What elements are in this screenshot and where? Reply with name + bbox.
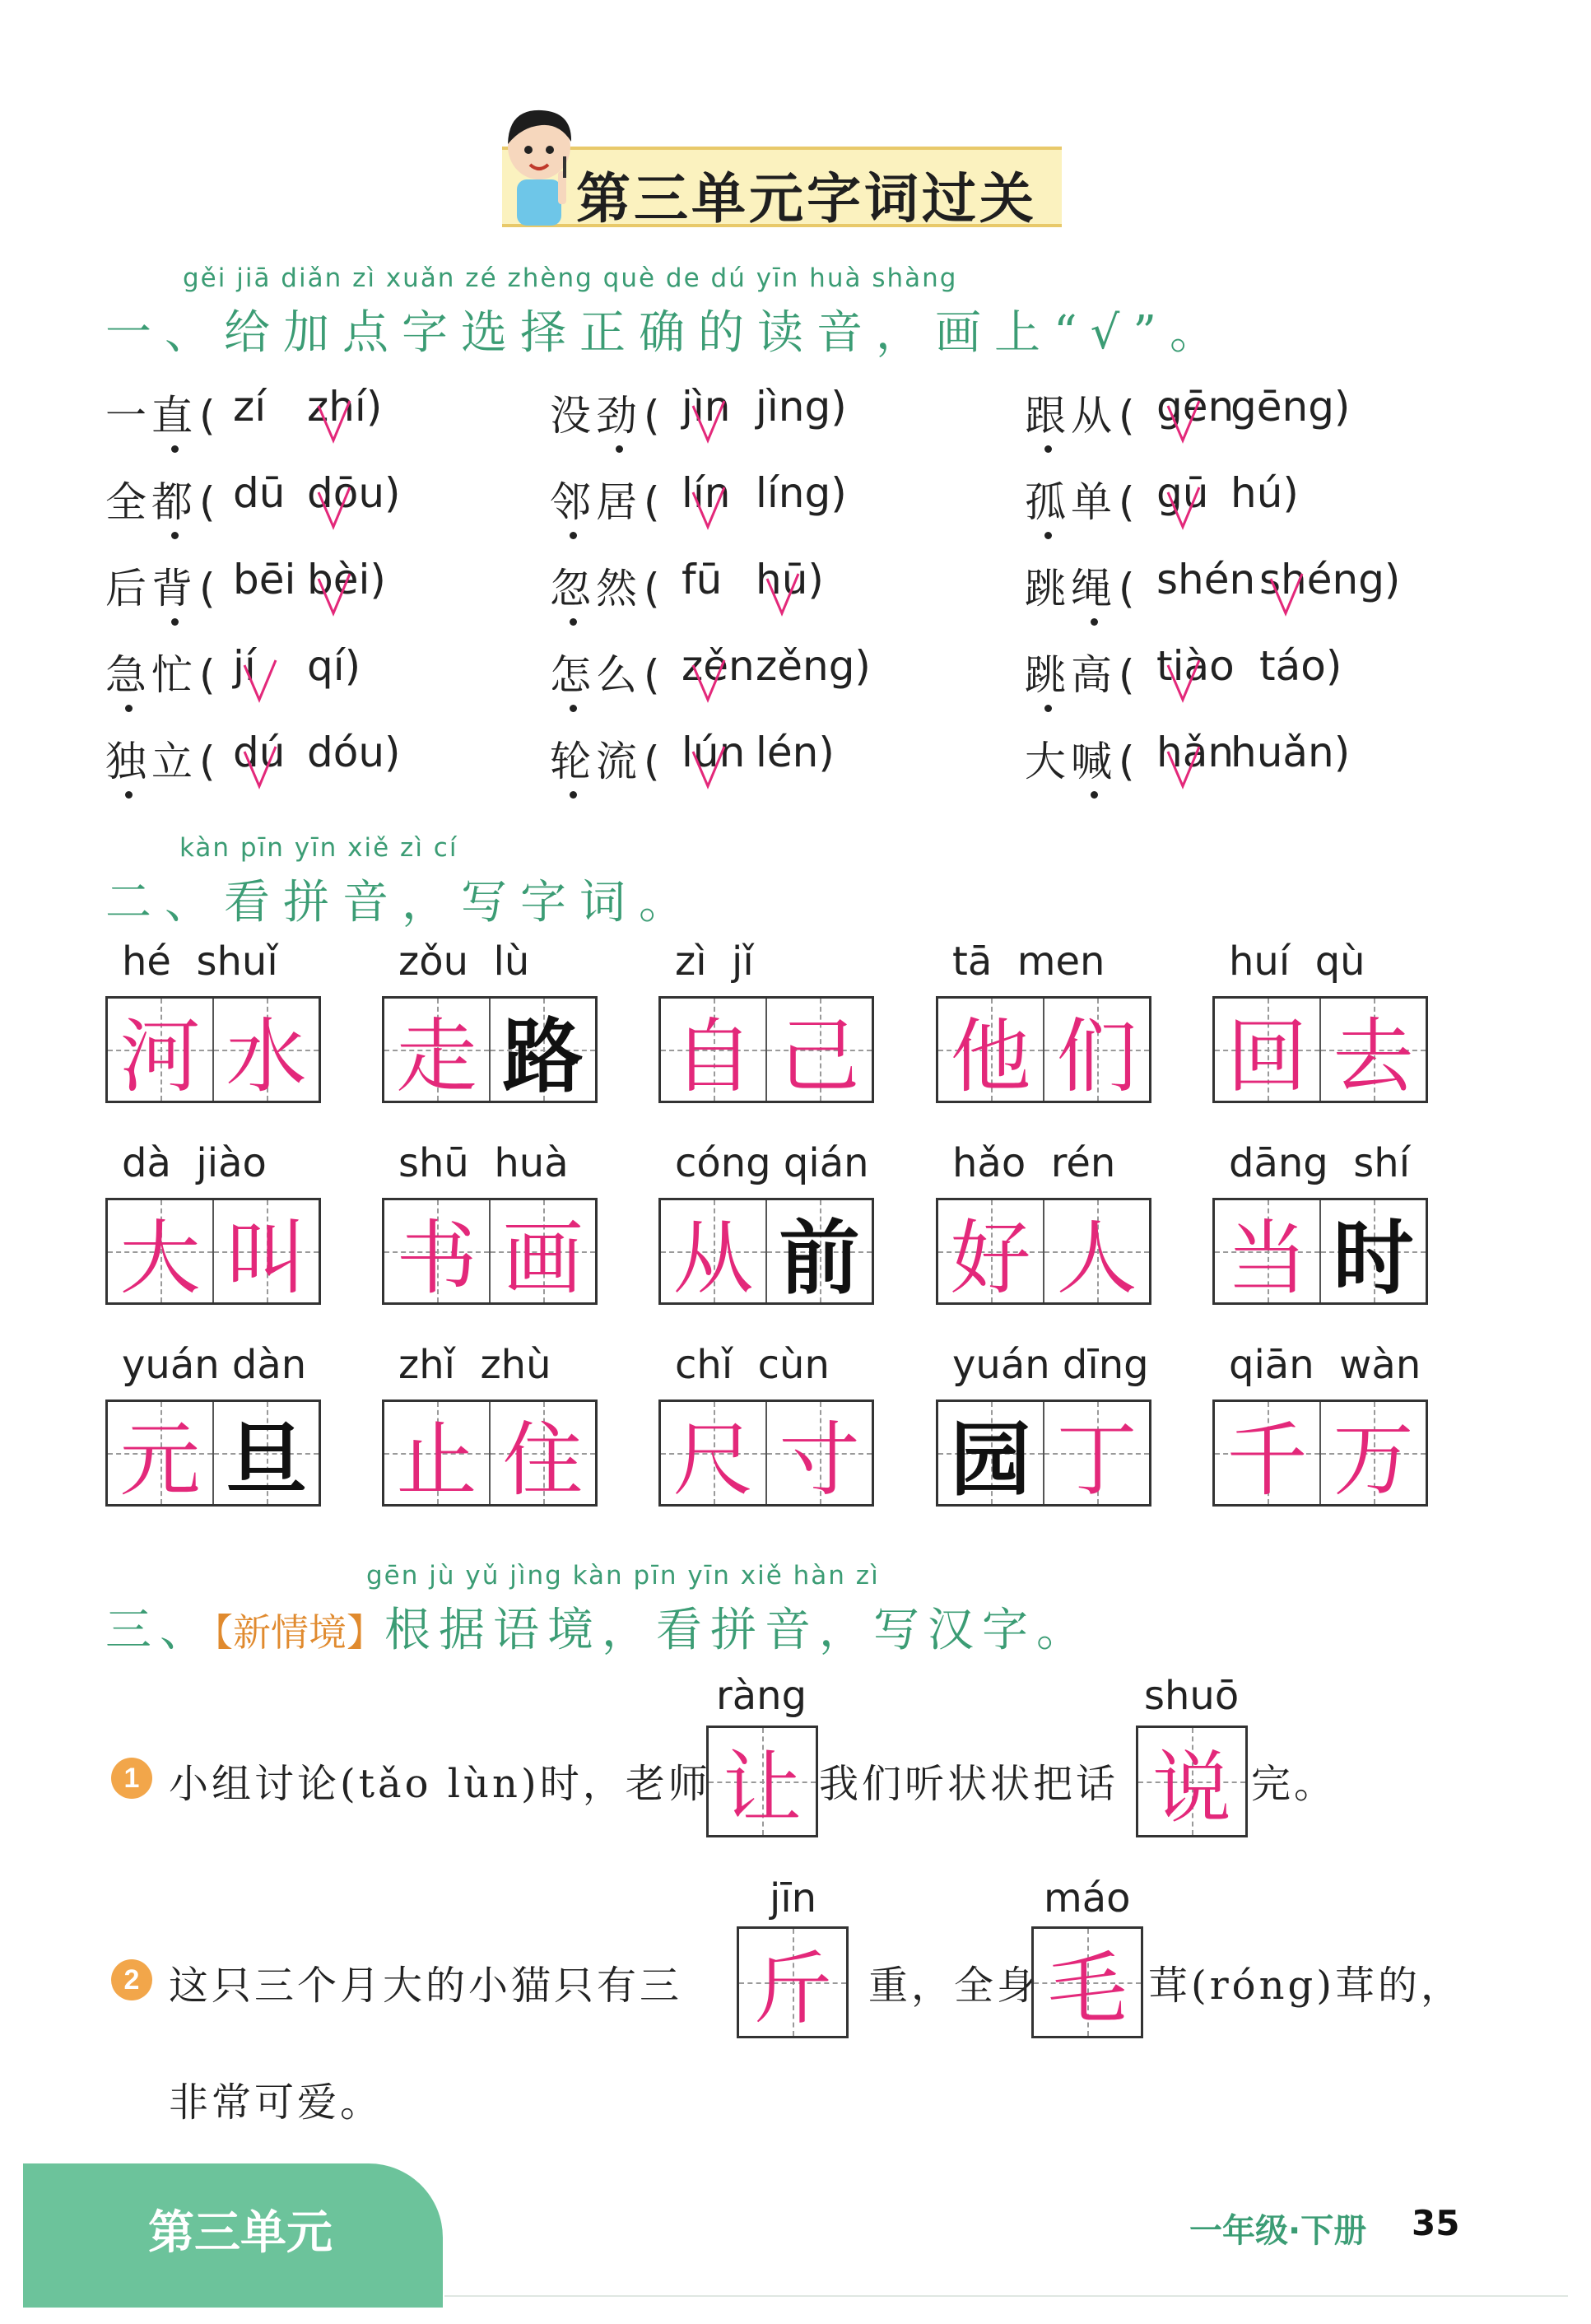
tianzige-square	[384, 1402, 489, 1507]
open-paren: (	[644, 478, 660, 526]
open-paren: (	[199, 478, 216, 526]
item-word: 急忙	[105, 651, 198, 699]
pronunciation-item	[1025, 469, 1299, 527]
option-1[interactable]: hǎn	[1156, 729, 1235, 776]
item-word: 跳高	[1025, 651, 1117, 699]
pronunciation-item	[550, 469, 847, 527]
option-2[interactable]: gēng)	[1230, 383, 1351, 431]
pronunciation-item	[105, 729, 401, 786]
pronunciation-item	[1025, 383, 1351, 440]
pronunciation-item	[1025, 556, 1401, 613]
handwritten-answer: 书	[396, 1211, 477, 1306]
pronunciation-item	[1025, 729, 1351, 786]
printed-character: 园	[950, 1412, 1031, 1507]
tianzige-square	[1215, 1200, 1319, 1306]
option-1[interactable]: bēi	[233, 556, 296, 603]
item-word: 一直	[105, 392, 198, 440]
pronunciation-item	[550, 729, 835, 786]
item-word: 全都	[105, 478, 198, 526]
question-2-box1-pinyin: jīn	[770, 1875, 817, 1921]
tianzige-square	[1215, 999, 1319, 1104]
option-2[interactable]: shéng)	[1259, 556, 1401, 603]
handwritten-answer: 人	[1056, 1211, 1137, 1306]
handwritten-answer: 水	[226, 1009, 307, 1104]
printed-character: 路	[502, 1008, 584, 1104]
question-2-box2-char: 毛	[1048, 1942, 1127, 2035]
item-word: 轮流	[550, 738, 642, 785]
option-1[interactable]: gū	[1156, 469, 1209, 517]
handwritten-answer: 从	[672, 1211, 754, 1306]
tianzige-square	[1043, 999, 1149, 1104]
tianzige-square	[212, 1200, 319, 1306]
tianzige-square	[938, 1200, 1043, 1306]
open-paren: (	[1119, 651, 1135, 699]
open-paren: (	[644, 392, 660, 440]
tianzige-square	[384, 999, 489, 1104]
question-2-box1-char: 斤	[753, 1942, 832, 2035]
tianzige-square	[1319, 999, 1426, 1104]
question-1-box2-char: 说	[1152, 1741, 1231, 1834]
question-1-box1	[706, 1726, 818, 1837]
tianzige-box	[936, 996, 1151, 1103]
option-1[interactable]: jìn	[682, 383, 731, 431]
tianzige-square	[938, 999, 1043, 1104]
item-word: 邻居	[550, 478, 642, 526]
tianzige-box	[382, 1198, 598, 1305]
option-1[interactable]: fū	[682, 556, 723, 603]
option-2[interactable]: lén)	[756, 729, 835, 776]
handwritten-answer: 寸	[779, 1413, 860, 1507]
open-paren: (	[1119, 478, 1135, 526]
item-word: 大喊	[1025, 738, 1117, 785]
open-paren: (	[644, 738, 660, 785]
tianzige-square	[765, 1200, 872, 1306]
handwritten-answer: 们	[1056, 1009, 1137, 1104]
check-mark-icon	[241, 657, 279, 706]
open-paren: (	[199, 651, 216, 699]
pronunciation-item	[550, 556, 824, 613]
word-pinyin: zhǐ zhù	[398, 1342, 551, 1388]
option-1[interactable]: zí	[233, 383, 267, 431]
option-1[interactable]: tiào	[1156, 642, 1235, 690]
tianzige-square	[661, 999, 765, 1104]
item-word: 跳绳	[1025, 565, 1117, 612]
check-mark-icon	[1165, 657, 1203, 706]
item-word: 怎么	[550, 651, 642, 699]
question-1-box2	[1136, 1726, 1248, 1837]
tianzige-box	[1212, 1198, 1428, 1305]
word-pinyin: shū huà	[398, 1140, 569, 1186]
tianzige-square	[661, 1402, 765, 1507]
check-mark-icon	[315, 484, 353, 533]
word-pinyin: yuán dàn	[122, 1342, 307, 1388]
tianzige-square	[489, 1200, 595, 1306]
check-mark-icon	[690, 484, 728, 533]
tianzige-square	[212, 1402, 319, 1507]
section3-heading-prefix: 三、	[105, 1604, 214, 1657]
open-paren: (	[199, 565, 216, 612]
footer-grade: 一年级·下册	[1189, 2212, 1367, 2250]
tianzige-square	[1043, 1200, 1149, 1306]
option-1[interactable]: zěn	[682, 642, 755, 690]
question-2-line2: 非常可爱。	[169, 2079, 384, 2126]
word-pinyin: huí qù	[1229, 938, 1365, 985]
handwritten-answer: 住	[502, 1413, 584, 1507]
question-2-box2-pinyin: máo	[1044, 1875, 1131, 1921]
word-pinyin: qiān wàn	[1229, 1342, 1421, 1388]
tianzige-square	[1319, 1402, 1426, 1507]
open-paren: (	[199, 738, 216, 785]
question-1-box1-pinyin: ràng	[716, 1673, 807, 1719]
word-pinyin: yuán dīng	[952, 1342, 1149, 1388]
check-mark-icon	[690, 657, 728, 706]
question-2-box1	[737, 1926, 849, 2038]
handwritten-answer: 走	[396, 1009, 477, 1104]
boy-mascot-icon	[494, 99, 584, 239]
option-2[interactable]: hū)	[756, 556, 824, 603]
tianzige-square	[1215, 1402, 1319, 1507]
option-2[interactable]: jìng)	[756, 383, 847, 431]
handwritten-answer: 河	[119, 1009, 201, 1104]
section1-heading: 一、给加点字选择正确的读音，画上“√”。	[105, 306, 1229, 360]
question-1-box1-char: 让	[723, 1741, 802, 1834]
option-2[interactable]: dóu)	[307, 729, 401, 776]
check-mark-icon	[764, 571, 802, 620]
handwritten-answer: 他	[950, 1009, 1031, 1104]
tianzige-box	[658, 996, 874, 1103]
tianzige-square	[108, 1402, 212, 1507]
question-1-number: 1	[111, 1758, 152, 1799]
handwritten-answer: 回	[1226, 1009, 1308, 1104]
handwritten-answer: 千	[1226, 1413, 1308, 1507]
handwritten-answer: 丁	[1056, 1413, 1137, 1507]
pronunciation-item	[105, 556, 386, 613]
option-2[interactable]: zhí)	[307, 383, 383, 431]
check-mark-icon	[1165, 743, 1203, 793]
question-1-part3: 完。	[1251, 1761, 1337, 1807]
option-2[interactable]: líng)	[756, 469, 847, 517]
section3-pinyin: gēn jù yǔ jìng kàn pīn yīn xiě hàn zì	[366, 1561, 880, 1590]
word-pinyin: zì jǐ	[675, 938, 754, 985]
word-pinyin: hǎo rén	[952, 1140, 1116, 1186]
handwritten-answer: 尺	[672, 1413, 754, 1507]
page-number: 35	[1412, 2203, 1460, 2243]
section2-heading: 二、看拼音，写字词。	[105, 876, 698, 929]
tianzige-square	[212, 999, 319, 1104]
question-2-box2	[1031, 1926, 1143, 2038]
tianzige-box	[382, 1400, 598, 1507]
pronunciation-item	[550, 642, 871, 700]
printed-character: 前	[779, 1210, 860, 1306]
handwritten-answer: 己	[779, 1009, 860, 1104]
question-2-part2: 重，全身	[868, 1963, 1040, 2009]
tianzige-box	[1212, 1400, 1428, 1507]
tianzige-box	[658, 1198, 874, 1305]
footer-divider	[444, 2295, 1568, 2297]
tianzige-box	[936, 1400, 1151, 1507]
footer-unit-label: 第三单元	[148, 2206, 333, 2260]
handwritten-answer: 大	[119, 1211, 201, 1306]
open-paren: (	[644, 565, 660, 612]
section3-heading	[105, 1594, 1091, 1660]
check-mark-icon	[1268, 571, 1305, 620]
open-paren: (	[1119, 392, 1135, 440]
pronunciation-item	[105, 383, 383, 440]
tianzige-box	[936, 1198, 1151, 1305]
check-mark-icon	[690, 743, 728, 793]
option-2[interactable]: hú)	[1230, 469, 1299, 517]
option-1[interactable]: lín	[682, 469, 731, 517]
tianzige-square	[489, 1402, 595, 1507]
printed-character: 旦	[226, 1412, 307, 1507]
tianzige-square	[1043, 1402, 1149, 1507]
item-word: 后背	[105, 565, 198, 612]
check-mark-icon	[1165, 484, 1203, 533]
handwritten-answer: 自	[672, 1009, 754, 1104]
section2-pinyin: kàn pīn yīn xiě zì cí	[179, 833, 458, 863]
option-2[interactable]: huǎn)	[1230, 729, 1351, 776]
option-2[interactable]: dōu)	[307, 469, 401, 517]
check-mark-icon	[315, 398, 353, 447]
word-pinyin: tā men	[952, 938, 1105, 985]
tianzige-box	[382, 996, 598, 1103]
word-pinyin: dāng shí	[1229, 1140, 1411, 1186]
option-1[interactable]: jí	[233, 642, 256, 690]
word-pinyin: chǐ cùn	[675, 1342, 830, 1388]
question-1-part2: 我们听状状把话	[819, 1761, 1119, 1807]
tianzige-square	[765, 999, 872, 1104]
check-mark-icon	[690, 398, 728, 447]
item-word: 孤单	[1025, 478, 1117, 526]
option-1[interactable]: lún	[682, 729, 746, 776]
tianzige-square	[108, 999, 212, 1104]
open-paren: (	[1119, 565, 1135, 612]
page-title: 第三单元字词过关	[576, 166, 1037, 231]
tianzige-square	[384, 1200, 489, 1306]
handwritten-answer: 画	[502, 1211, 584, 1306]
check-mark-icon	[1165, 398, 1203, 447]
option-1[interactable]: dū	[233, 469, 286, 517]
pronunciation-item	[105, 469, 401, 527]
item-word: 忽然	[550, 565, 642, 612]
item-word: 没劲	[550, 392, 642, 440]
option-2[interactable]: táo)	[1259, 642, 1342, 690]
open-paren: (	[644, 651, 660, 699]
tianzige-box	[1212, 996, 1428, 1103]
option-2[interactable]: zěng)	[756, 642, 871, 690]
tianzige-box	[658, 1400, 874, 1507]
question-2-part1: 这只三个月大的小猫只有三	[169, 1963, 683, 2009]
section3-heading-text: 根据语境，看拼音，写汉字。	[384, 1604, 1091, 1657]
section1-pinyin: gěi jiā diǎn zì xuǎn zé zhèng què de dú yīn huà shàng	[183, 263, 958, 293]
tianzige-box	[105, 1400, 321, 1507]
printed-character: 时	[1333, 1210, 1414, 1306]
tianzige-square	[108, 1200, 212, 1306]
handwritten-answer: 止	[396, 1413, 477, 1507]
question-2-number: 2	[111, 1959, 152, 2000]
word-pinyin: hé shuǐ	[122, 938, 278, 985]
option-2[interactable]: qí)	[307, 642, 361, 690]
tianzige-square	[661, 1200, 765, 1306]
item-word: 跟从	[1025, 392, 1117, 440]
tianzige-square	[489, 999, 595, 1104]
word-pinyin: cóng qián	[675, 1140, 869, 1186]
pronunciation-item	[1025, 642, 1342, 700]
tianzige-square	[1319, 1200, 1426, 1306]
option-1[interactable]: shén	[1156, 556, 1256, 603]
tianzige-square	[765, 1402, 872, 1507]
handwritten-answer: 元	[119, 1413, 201, 1507]
option-1[interactable]: gēn	[1156, 383, 1235, 431]
tianzige-square	[938, 1402, 1043, 1507]
handwritten-answer: 去	[1333, 1009, 1414, 1104]
item-word: 独立	[105, 738, 198, 785]
open-paren: (	[1119, 738, 1135, 785]
tianzige-box	[105, 1198, 321, 1305]
pronunciation-item	[105, 642, 361, 700]
question-1-part1: 小组讨论(tǎo lùn)时，老师	[169, 1761, 711, 1807]
handwritten-answer: 好	[950, 1211, 1031, 1306]
handwritten-answer: 当	[1226, 1211, 1308, 1306]
pronunciation-item	[550, 383, 847, 440]
tianzige-box	[105, 996, 321, 1103]
check-mark-icon	[315, 571, 353, 620]
open-paren: (	[199, 392, 216, 440]
handwritten-answer: 万	[1333, 1413, 1414, 1507]
question-1-box2-pinyin: shuō	[1144, 1673, 1240, 1719]
check-mark-icon	[241, 743, 279, 793]
word-pinyin: zǒu lù	[398, 938, 530, 985]
new-context-tag: 【新情境】	[214, 1610, 384, 1655]
handwritten-answer: 叫	[226, 1211, 307, 1306]
option-2[interactable]: bèi)	[307, 556, 386, 603]
question-2-part3: 茸(róng)茸的，	[1148, 1963, 1463, 2009]
word-pinyin: dà jiào	[122, 1140, 267, 1186]
option-1[interactable]: dú	[233, 729, 286, 776]
